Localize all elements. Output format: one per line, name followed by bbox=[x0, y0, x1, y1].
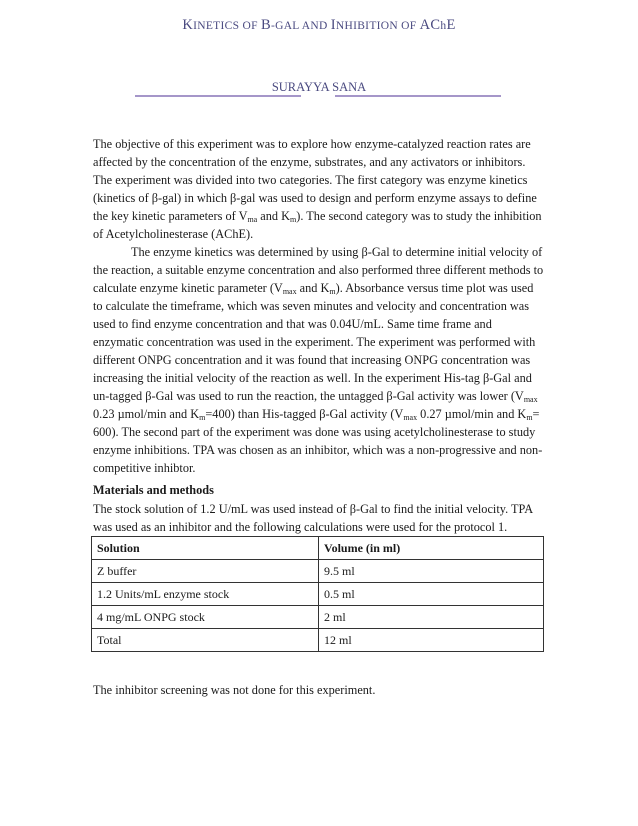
table-row bbox=[92, 606, 544, 629]
table-cell: 12 ml bbox=[319, 629, 544, 652]
closing-paragraph: The inhibitor screening was not done for this experiment. bbox=[93, 683, 376, 697]
column-header: Volume (in ml) bbox=[319, 537, 544, 560]
summary-paragraph: The enzyme kinetics was determined by using β-Gal to determine initial velocity of the reaction, a suitable enzyme concentration and also performed three different methods to calculate enzyme kinetic parameter ($V_{max}$ and $K_m$). Absorbance versus time plot was used to calculate the timeframe, which was seven minutes and velocity and concentration was used to find enzyme concentration and that was 0.04U/mL. Same time frame and enzymatic concentration was used in the experiment. The experiment was performed with different ONPG concentration and it was found that increasing ONPG concentration was increasing the initial velocity of the reaction as well. In the experiment His-tag β-Gal and un-tagged β-Gal was used to run the reaction, the untagged β-Gal activity was lower ($V_{max}$ 0.23 µmol/min and $K_m=400$) than His-tagged β-Gal activity ($V_{max}$ 0.27 µmol/min and $K_m= 600$). The second part of the experiment was done was using acetylcholinesterase to study enzyme inhibitions. TPA was chosen as an inhibitor, which was a non-progressive and non-competitive inhibtor. bbox=[93, 245, 544, 475]
section-heading: Materials and methods bbox=[93, 483, 214, 497]
author-name: SURAYYA SANA bbox=[271, 80, 367, 94]
document-title: KINETICS OF B-GAL AND INHIBITION OF AChE bbox=[182, 17, 456, 33]
column-header: Solution bbox=[92, 537, 319, 560]
table-cell: 2 ml bbox=[319, 606, 544, 629]
table-cell: 4 mg/mL ONPG stock bbox=[92, 606, 319, 629]
table-header-row bbox=[92, 537, 544, 560]
table-cell: 9.5 ml bbox=[319, 560, 544, 583]
divider-left bbox=[135, 95, 301, 97]
objective-paragraph: The objective of this experiment was to explore how enzyme-catalyzed reaction rates are affected by the concentration of the enzyme, substrates, and any activators or inhibitors. The experiment was divided into two categories. The first category was enzyme kinetics (kinetics of β-gal) in which β-gal was used to design and perform enzyme assays to define the key kinetic parameters of $V_{ma}$ and $K_m$). The second category was to study the inhibition of Acetylcholinesterase (AChE). bbox=[93, 137, 542, 241]
table-cell: Z buffer bbox=[92, 560, 319, 583]
table-row bbox=[92, 560, 544, 583]
divider-right bbox=[335, 95, 501, 97]
table-cell: 1.2 Units/mL enzyme stock bbox=[92, 583, 319, 606]
table-cell: 0.5 ml bbox=[319, 583, 544, 606]
materials-paragraph: The stock solution of 1.2 U/mL was used instead of β-Gal to find the initial velocity. TPA was used as an inhibitor and the following calculations were used for the protocol 1. bbox=[93, 502, 533, 534]
table-row bbox=[92, 629, 544, 652]
table-cell: Total bbox=[92, 629, 319, 652]
protocol-table bbox=[91, 536, 544, 652]
table-row bbox=[92, 583, 544, 606]
